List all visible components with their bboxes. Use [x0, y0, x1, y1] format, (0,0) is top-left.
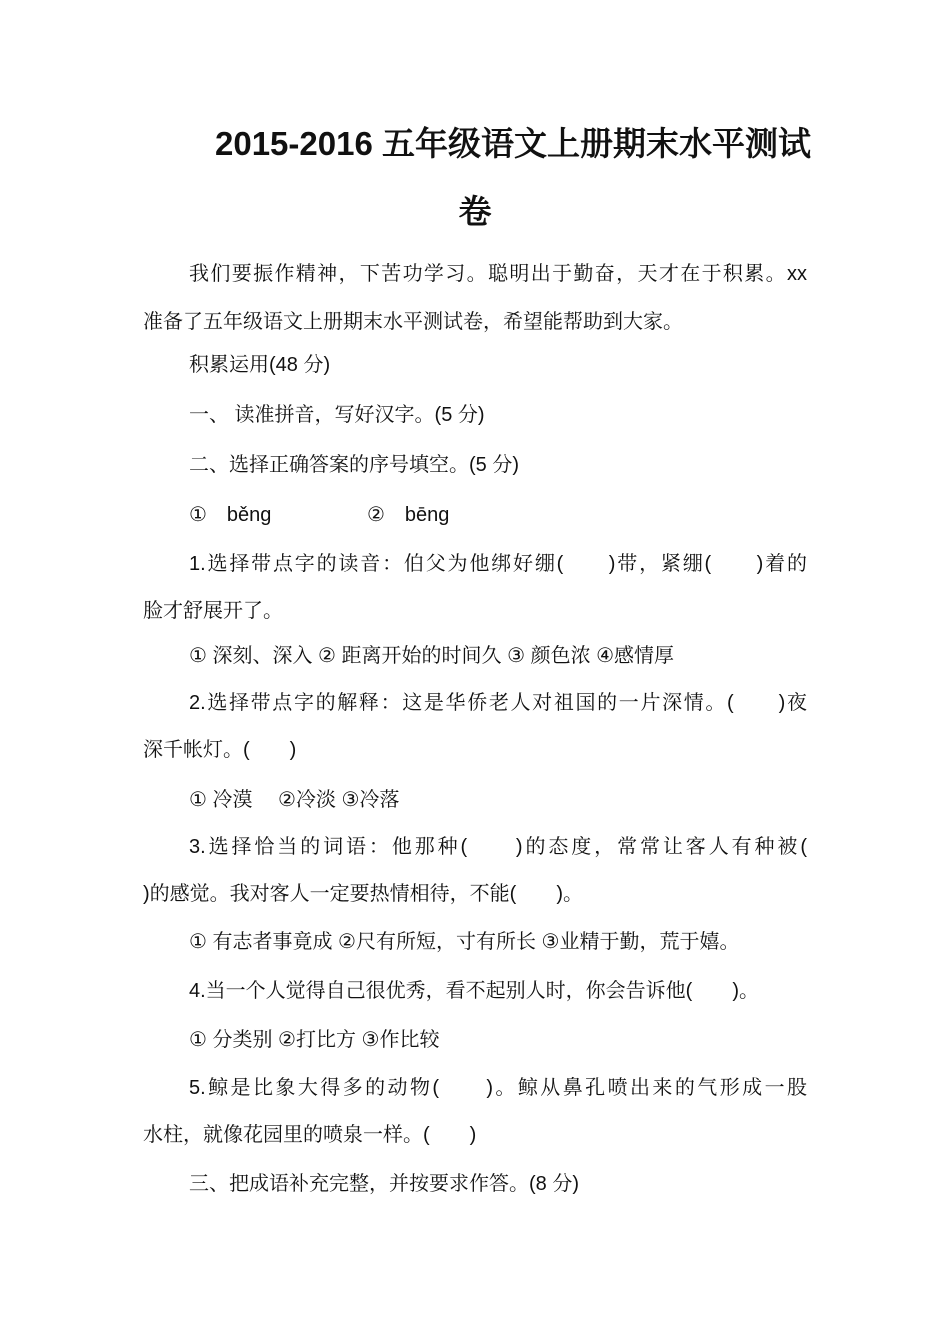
pinyin-option-2: ② bēng	[367, 504, 450, 526]
question-3-heading: 三、把成语补充完整，并按要求作答。(8 分)	[189, 1173, 579, 1195]
item-4-options: ① 分类别 ②打比方 ③作比较	[189, 1029, 440, 1051]
pinyin-options-row	[189, 501, 449, 529]
item-1-line-1: 1.选择带点字的读音：伯父为他绑好绷( )带，紧绷( )着的	[189, 553, 807, 575]
document-title-line-2: 卷	[458, 193, 492, 230]
item-2-line-2: 深千帐灯。( )	[143, 739, 297, 761]
item-5-line-1: 5.鲸是比象大得多的动物( )。鲸从鼻孔喷出来的气形成一股	[189, 1077, 807, 1099]
item-2-options: ① 冷漠 ②冷淡 ③冷落	[189, 789, 400, 811]
item-4-line-1: 4.当一个人觉得自己很优秀，看不起别人时，你会告诉他( )。	[189, 980, 759, 1002]
item-3-options: ① 有志者事竟成 ②尺有所短，寸有所长 ③业精于勤，荒于嬉。	[189, 931, 740, 953]
item-3-line-1: 3.选择恰当的词语：他那种( )的态度，常常让客人有种被(	[189, 836, 807, 858]
item-1-options: ① 深刻、深入 ② 距离开始的时间久 ③ 颜色浓 ④感情厚	[189, 645, 675, 667]
question-1-heading: 一、 读准拼音，写好汉字。(5 分)	[189, 404, 485, 426]
document-title-line-1: 2015-2016 五年级语文上册期末水平测试	[215, 125, 811, 162]
question-2-heading: 二、选择正确答案的序号填空。(5 分)	[189, 454, 519, 476]
section-heading-accumulate: 积累运用(48 分)	[189, 354, 331, 376]
item-5-line-2: 水柱，就像花园里的喷泉一样。( )	[143, 1124, 477, 1146]
intro-paragraph-line-2: 准备了五年级语文上册期末水平测试卷，希望能帮助到大家。	[143, 311, 683, 333]
pinyin-option-1: ① běng	[189, 504, 272, 526]
item-3-line-2: )的感觉。我对客人一定要热情相待，不能( )。	[143, 883, 583, 905]
item-2-line-1: 2.选择带点字的解释：这是华侨老人对祖国的一片深情。( )夜	[189, 692, 807, 714]
item-1-line-2: 脸才舒展开了。	[143, 600, 283, 622]
intro-paragraph-line-1: 我们要振作精神，下苦功学习。聪明出于勤奋，天才在于积累。xx	[189, 263, 807, 285]
